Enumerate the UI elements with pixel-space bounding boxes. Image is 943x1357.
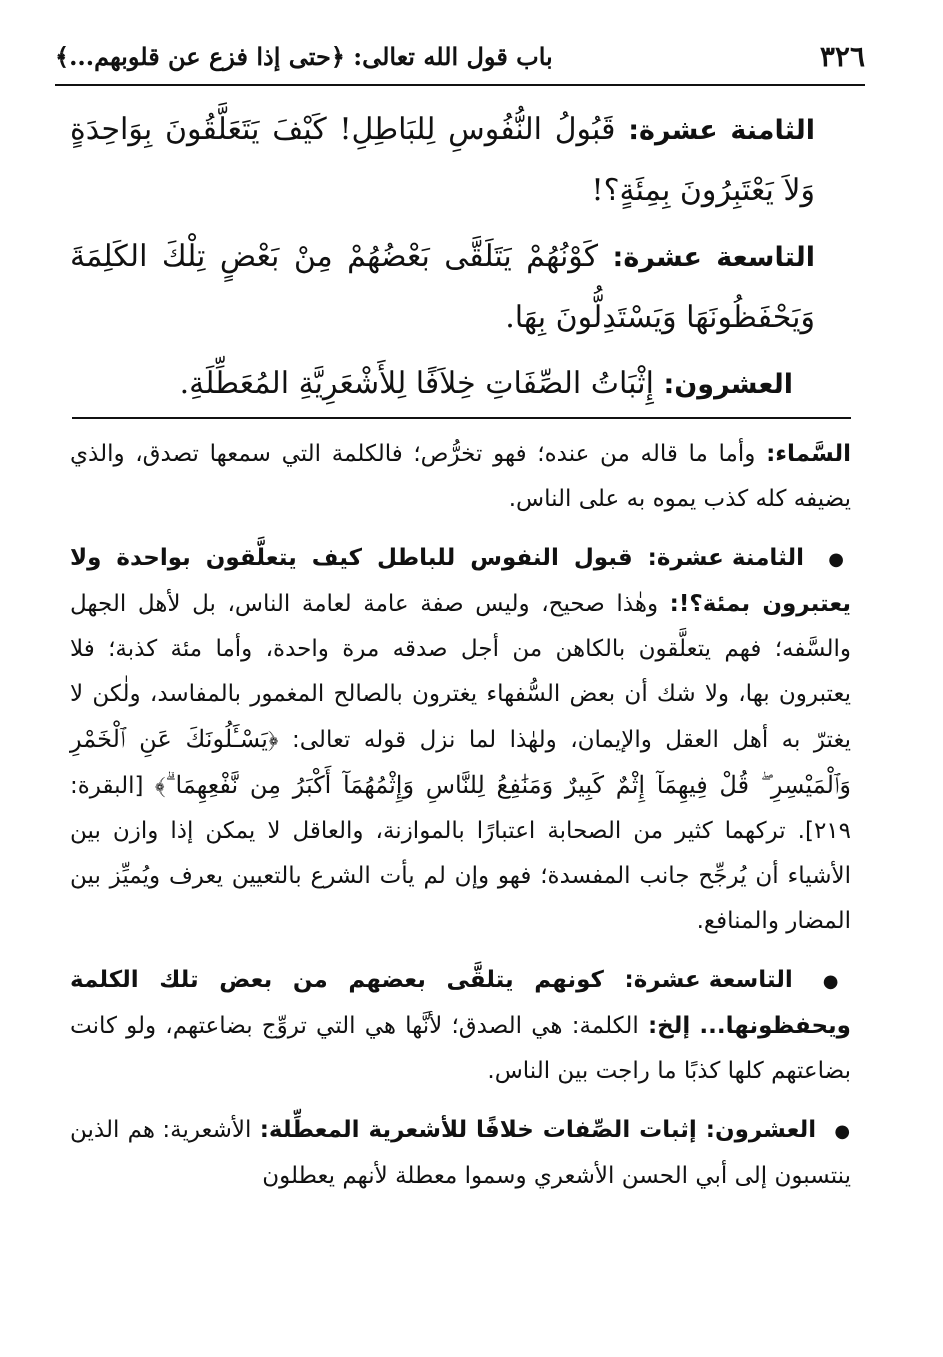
commentary-paragraph — [70, 958, 851, 1094]
commentary-text: الأشعرية: هم الذين ينتسبون إلى أبي الحسن الأشعري وسموا معطلة لأنهم يعطلون — [70, 1117, 851, 1189]
commentary-label: السَّماء: — [766, 441, 852, 467]
matn-label: التاسعة عشرة: — [612, 242, 815, 273]
bullet-icon: ● — [822, 971, 851, 992]
commentary-block — [70, 432, 851, 1213]
page-header — [55, 34, 865, 86]
quran-verse: ﴿يَسْـَٔلُونَكَ عَنِ ٱلْخَمْرِ وَٱلْمَيْسِرِ ۖ قُلْ فِيهِمَآ إِثْمٌ كَبِيرٌ وَمَنَٰفِعُ لِلنَّاسِ وَإِثْمُهُمَآ أَكْبَرُ مِن نَّفْعِهِمَا ۗ﴾ — [70, 725, 851, 799]
commentary-text: وأما ما قاله من عنده؛ فهو تخرُّص؛ فالكلمة التي سمعها تصدق، والذي يضيفه كله كذب يموه به على الناس. — [70, 441, 851, 512]
running-title: باب قول الله تعالى: ﴿حتى إذا فزع عن قلوبهم...﴾ — [55, 41, 553, 71]
bullet-icon: ● — [834, 1121, 851, 1142]
matn-item-20 — [70, 354, 815, 415]
matn-label: الثامنة عشرة: — [628, 115, 815, 146]
commentary-paragraph — [70, 536, 851, 944]
matn-item-19 — [70, 227, 815, 348]
commentary-paragraph — [70, 432, 851, 522]
matn-text: إِثْبَاتُ الصِّفَاتِ خِلاَفًا لِلأَشْعَرِيَّةِ المُعَطِّلَةِ. — [179, 366, 654, 401]
verse-reference: [البقرة: ٢١٩]. — [70, 773, 852, 844]
commentary-text: الكلمة: هي الصدق؛ لأنَّها هي التي تروِّج بضاعتهم، ولو كانت بضاعتهم كلها كذبًا ما راجت بين الناس. — [70, 1013, 851, 1084]
matn-text: قَبُولُ النُّفُوسِ لِلبَاطِلِ! كَيْفَ يَتَعَلَّقُونَ بِوَاحِدَةٍ وَلاَ يَعْتَبِرُونَ بِمِئَةٍ؟! — [70, 112, 815, 208]
commentary-text: تركهما كثير من الصحابة اعتبارًا بالموازنة، والعاقل لا يمكن إذا وازن بين الأشياء أن يُرجِّح جانب المفسدة؛ فهو وإن لم يأت الشرع بالتعيين يعرف ويُميِّز بين المضار والمنافع. — [70, 818, 851, 934]
commentary-heading: العشرون: إثبات الصِّفات خلافًا للأشعرية المعطِّلة: — [259, 1117, 817, 1143]
matn-item-18 — [70, 100, 815, 221]
commentary-text: وهٰذا صحيح، وليس صفة عامة لعامة الناس، بل لأهل الجهل والسَّفه؛ فهم يتعلَّقون بالكاهن من أجل صدقه مرة واحدة، وأما مئة كذبة؛ فلا يعتبرون بها، ولا شك أن بعض السُّفهاء يغترون بالصالح المغمور بالمفاسد، ولٰكن لا يغترّ به أهل العقل والإيمان، ولهٰذا لما نزل قوله تعالى: — [70, 591, 851, 753]
matn-block — [70, 100, 815, 421]
commentary-heading: الثامنة عشرة: قبول النفوس للباطل كيف يتعلَّقون بواحدة ولا يعتبرون بمئة؟!: — [70, 545, 851, 617]
ilakh-marker: إلخ: — [647, 1013, 691, 1039]
bullet-icon: ● — [828, 549, 851, 570]
matn-label: العشرون: — [663, 369, 793, 400]
matn-text: كَوْنُهُمْ يَتَلَقَّى بَعْضُهُمْ مِنْ بَعْضٍ تِلْكَ الكَلِمَةَ وَيَحْفَظُونَهَا وَيَسْتَدِلُّونَ بِهَا. — [70, 239, 815, 335]
commentary-heading: التاسعة عشرة: كونهم يتلقَّى بعضهم من بعض تلك الكلمة ويحفظونها... — [70, 967, 851, 1039]
page-number: ٣٢٦ — [819, 39, 865, 73]
section-divider — [72, 417, 851, 419]
commentary-paragraph — [70, 1108, 851, 1199]
